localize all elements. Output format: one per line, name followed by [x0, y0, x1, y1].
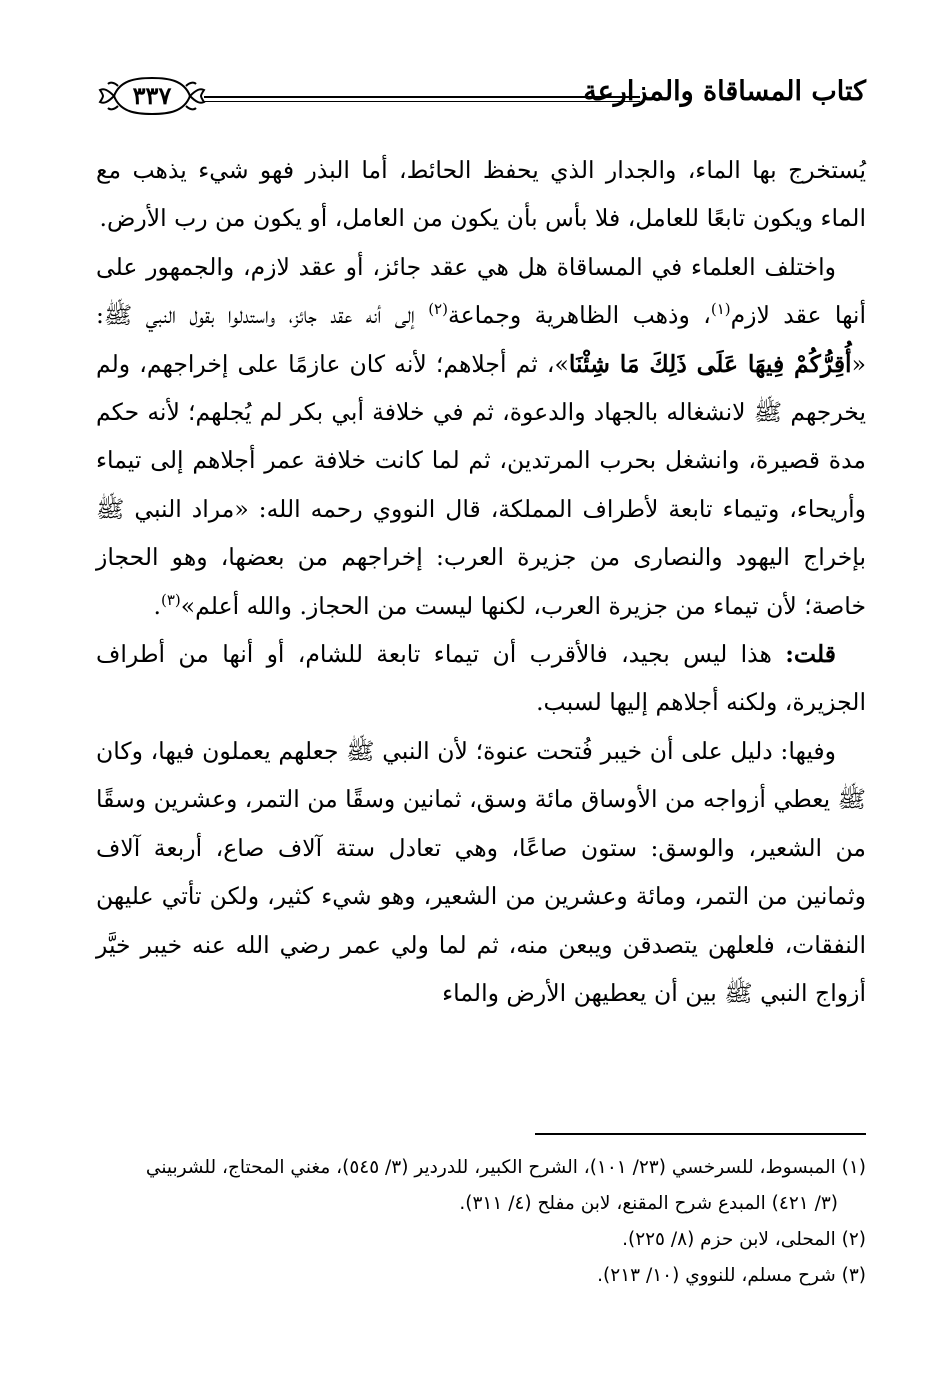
text-run: هذا ليس بجيد، فالأقرب أن تيماء تابعة للشام، أو أنها من أطراف الجزيرة، ولكنه أجلاهم إليها لسبب. [96, 640, 866, 717]
footnote: (٢) المحلى، لابن حزم (٨/ ٢٢٥). [622, 1229, 866, 1250]
page-number-ornament [96, 72, 208, 120]
text-run: إلى أنه عقد جائز، واستدلوا بقول النبي ﷺ: « [96, 301, 866, 378]
footnote-continuation: (٣/ ٤٢١) المبدع شرح المقنع، لابن مفلح (٤/ ٣١١). [459, 1193, 838, 1214]
text-run: »، ثم أجلاهم؛ لأنه كان عازمًا على إخراجهم، ولم يخرجهم ﷺ لانشغاله بالجهاد والدعوة، ثم في خلافة أبي بكر لم يُجلهم؛ لأنه حكم مدة قصيرة، وانشغل بحرب المرتدين، ثم لما كانت خلافة عمر أجلاهم إلى تيماء وأريحاء، وتيماء تابعة لأطراف المملكة، قال النووي رحمه الله: «مراد النبي ﷺ بإخراج اليهود والنصارى من جزيرة العرب: إخراجهم من بعضها، وهو الحجاز خاصة؛ لأن تيماء من جزيرة العرب، لكنها ليست من الحجاز. والله أعلم» [96, 349, 866, 620]
running-title: كتاب المساقاة والمزارعة [583, 76, 866, 107]
hadith-quote: أُقِرُّكُمْ فِيهَا عَلَى ذَلِكَ مَا شِئْنَا [568, 349, 852, 378]
footnote-ref: (١) [710, 300, 731, 319]
footnote-ref: (٢) [428, 300, 448, 319]
footnote-separator [535, 1133, 866, 1135]
text-run: . [153, 591, 161, 620]
footnote-ref: (٣) [161, 590, 181, 609]
paragraph [96, 630, 866, 727]
paragraph: وفيها: دليل على أن خيبر فُتحت عنوة؛ لأن النبي ﷺ جعلهم يعملون فيها، وكان ﷺ يعطي أزواجه من الأوساق مائة وسق، ثمانين وسقًا من التمر، وعشرين وسقًا من الشعير، والوسق: ستون صاعًا، وهي تعادل ستة آلاف صاع، أربعة آلاف وثمانين من التمر، ومائة وعشرين من الشعير، وهو شيء كثير، ولكن تأتي عليهن النفقات، فلعلهن يتصدقن ويبعن منه، ثم لما ولي عمر رضي الله عنه خيبر خيَّر أزواج النبي ﷺ بين أن يعطيهن الأرض والماء [96, 736, 866, 1007]
paragraph: يُستخرج بها الماء، والجدار الذي يحفظ الحائط، أما البذر فهو شيء يذهب مع الماء ويكون تابعًا للعامل، فلا بأس بأن يكون من العامل، أو يكون من رب الأرض. [96, 156, 866, 233]
text-run: واختلف العلماء في المساقاة هل هي عقد جائز، أو عقد لازم، والجمهور على أنها عقد لازم [96, 252, 866, 330]
footnote: (٣) شرح مسلم، للنووي (١٠/ ٢١٣). [597, 1265, 866, 1286]
footnotes [96, 1150, 866, 1294]
text-run: ، وذهب الظاهرية وجماعة [447, 301, 711, 330]
paragraph [96, 243, 866, 630]
header-rule [204, 96, 640, 102]
main-text [96, 146, 866, 1017]
lead-word: قلت: [785, 640, 836, 669]
page-header [96, 60, 866, 132]
footnote: (١) المبسوط، للسرخسي (٢٣/ ١٠١)، الشرح الكبير، للدردير (٣/ ٥٤٥)، مغني المحتاج، للشربيني [145, 1157, 866, 1178]
page-number: ٣٣٧ [132, 81, 172, 110]
